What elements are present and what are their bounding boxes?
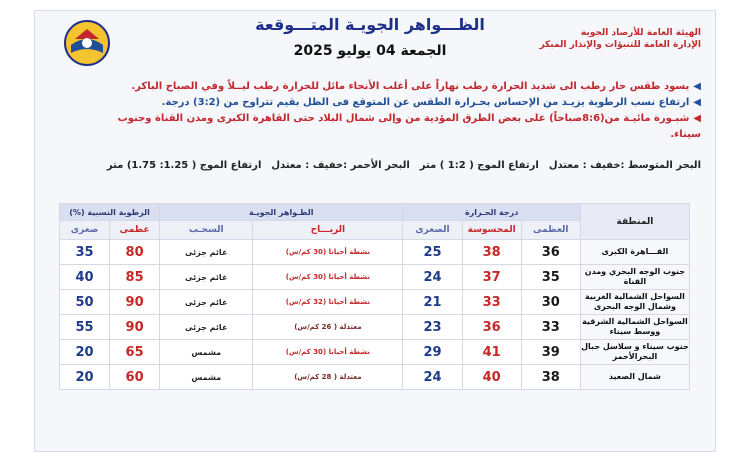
- wind-cell: نشطة أحيانا (30 كم/س): [253, 240, 403, 265]
- wind-cell: معتدلة ( 28 كم/س): [253, 365, 403, 390]
- min-temp-cell: 24: [403, 365, 462, 390]
- min-temp-cell: 24: [403, 265, 462, 290]
- col-max: العظمى: [521, 221, 580, 240]
- max-temp-cell: 36: [521, 240, 580, 265]
- forecast-card: [34, 10, 716, 452]
- red-sea-waves: ارتفاع الموج ( 1.25: 1.75) متر: [106, 160, 262, 171]
- humidity-max-cell: 80: [110, 240, 160, 265]
- wind-cell: نشطة أحيانا (30 كم/س): [253, 265, 403, 290]
- bullet-arrow-icon: ◀: [693, 81, 701, 92]
- max-temp-cell: 30: [521, 290, 580, 315]
- cloud-cell: غائم جزئى: [160, 240, 253, 265]
- feel-temp-cell: 38: [462, 240, 521, 265]
- red-sea-state: البحر الأحمر :خفيف : معتدل: [271, 160, 410, 171]
- wind-cell: معتدلة ( 26 كم/س): [253, 315, 403, 340]
- feel-temp-cell: 37: [462, 265, 521, 290]
- cloud-cell: غائم جزئى: [160, 290, 253, 315]
- humidity-min-cell: 55: [60, 315, 110, 340]
- max-temp-cell: 38: [521, 365, 580, 390]
- sea-conditions: [81, 160, 701, 171]
- col-weather: الظـواهر الجويـة: [160, 204, 403, 221]
- region-cell: السواحل الشمالية الشرقية ووسط سيناء: [580, 315, 689, 340]
- table-row: [60, 315, 690, 340]
- max-temp-cell: 39: [521, 340, 580, 365]
- humidity-max-cell: 90: [110, 315, 160, 340]
- department-name: الإدارة العامة للتنبؤات والإنذار المبكر: [539, 40, 701, 50]
- max-temp-cell: 35: [521, 265, 580, 290]
- forecast-notes: [91, 79, 701, 143]
- note-fog: ◀شبـورة مائيـة من(8:6صباحاً) على بعض الطرق المؤدية من وإلى شمال البلاد حتى القاهرة الكبرى ومدن القناة وجنوب سيناء.: [117, 113, 701, 140]
- col-humidity-max: عظمى: [110, 221, 160, 240]
- table-row: [60, 365, 690, 390]
- feel-temp-cell: 40: [462, 365, 521, 390]
- table-header-row: [60, 204, 690, 221]
- humidity-min-cell: 20: [60, 365, 110, 390]
- table-row: [60, 290, 690, 315]
- organization-name: الهيئة العامة للأرصاد الجوية: [580, 28, 701, 38]
- cloud-cell: غائم جزئى: [160, 265, 253, 290]
- col-feel: المحسوسة: [462, 221, 521, 240]
- table-row: [60, 340, 690, 365]
- region-cell: جنوب الوجه البحري ومدن القناة: [580, 265, 689, 290]
- mediterranean-waves: ارتفاع الموج ( 1:2 ) متر: [419, 160, 539, 171]
- humidity-min-cell: 40: [60, 265, 110, 290]
- bullet-arrow-icon: ◀: [693, 97, 701, 108]
- cloud-cell: مشمس: [160, 365, 253, 390]
- region-cell: القـــاهرة الكبرى: [580, 240, 689, 265]
- note-general: ◀يسود طقس حار رطب الى شديد الحرارة رطب نهاراً على أغلب الأنحاء مائل للحرارة رطب ليــلاً وفي الصباح الباكر.: [131, 81, 701, 92]
- col-temperature: درجة الحـرارة: [403, 204, 580, 221]
- min-temp-cell: 23: [403, 315, 462, 340]
- col-region: المنطقة: [580, 204, 689, 240]
- feel-temp-cell: 36: [462, 315, 521, 340]
- humidity-max-cell: 65: [110, 340, 160, 365]
- cloud-cell: غائم جزئى: [160, 315, 253, 340]
- forecast-date: الجمعة 04 يوليو 2025: [293, 43, 447, 59]
- feel-temp-cell: 41: [462, 340, 521, 365]
- col-min: الصغرى: [403, 221, 462, 240]
- humidity-max-cell: 60: [110, 365, 160, 390]
- col-humidity-min: صغرى: [60, 221, 110, 240]
- organization-block: [539, 27, 701, 51]
- humidity-min-cell: 20: [60, 340, 110, 365]
- meteorological-authority-logo-icon: [63, 19, 111, 67]
- col-humidity: الرطوبة النسبية (%): [60, 204, 160, 221]
- mediterranean-state: البحر المتوسط :خفيف : معتدل: [548, 160, 701, 171]
- max-temp-cell: 33: [521, 315, 580, 340]
- bullet-arrow-icon: ◀: [693, 113, 701, 124]
- humidity-max-cell: 85: [110, 265, 160, 290]
- min-temp-cell: 25: [403, 240, 462, 265]
- col-wind: الريـــاح: [253, 221, 403, 240]
- table-row: [60, 265, 690, 290]
- table-row: [60, 240, 690, 265]
- min-temp-cell: 21: [403, 290, 462, 315]
- col-cloud: السحـب: [160, 221, 253, 240]
- page-title: الظـــواهر الجويـة المتـــوقعة: [255, 15, 485, 34]
- humidity-max-cell: 90: [110, 290, 160, 315]
- forecast-table: [59, 203, 690, 390]
- region-cell: السواحل الشمالية الغربية وشمال الوجه البحرى: [580, 290, 689, 315]
- region-cell: جنوب سيناء و سلاسل جبال البحرالأحمر: [580, 340, 689, 365]
- humidity-min-cell: 35: [60, 240, 110, 265]
- note-humidity: ◀ارتفاع نسب الرطوبة يزيـد من الإحساس بحـرارة الطقس عن المتوقع فى الظل بقيم تتراوح من (3:2) درجة.: [161, 97, 701, 108]
- wind-cell: نشطة أحيانا (32 كم/س): [253, 290, 403, 315]
- wind-cell: نشطة أحيانا (30 كم/س): [253, 340, 403, 365]
- feel-temp-cell: 33: [462, 290, 521, 315]
- cloud-cell: مشمس: [160, 340, 253, 365]
- min-temp-cell: 29: [403, 340, 462, 365]
- region-cell: شمال الصعيد: [580, 365, 689, 390]
- humidity-min-cell: 50: [60, 290, 110, 315]
